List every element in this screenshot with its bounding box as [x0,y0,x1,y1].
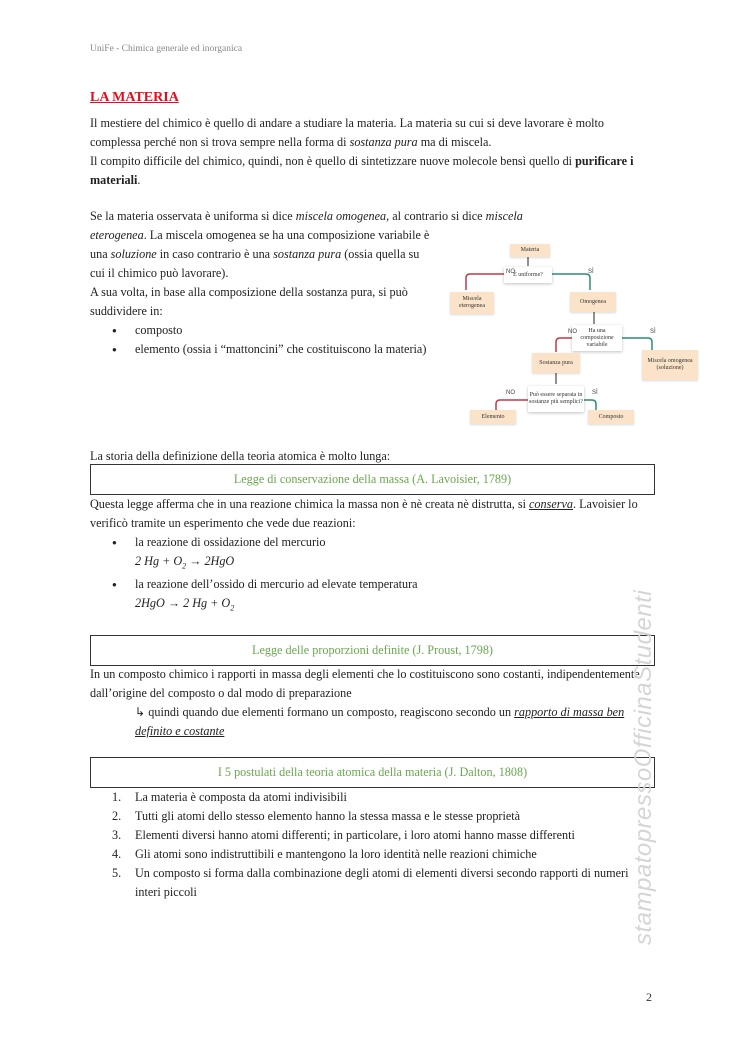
equation-decomposizione: 2HgO → 2 $Hg + O_2$ [135,596,235,613]
label-si: SÌ [588,269,594,275]
emphasis-rapporto: rapporto di massa ben definito e costante [135,705,625,738]
label-no: NO [506,390,515,396]
lavoisier-paragraph: Questa legge afferma che in una reazione chimica la massa non è nè creata nè distrutta, si conserva. Lavoisier lo verificò tramite un esperimento che vede due reazioni: ● la reazione di ossidazione del mercurio 2 $Hg + O_2 \to 2HgO$ ● la reazione dell’ossido di mercurio ad elevate temperatura 2HgO → 2 $Hg + O_2$ [90,495,655,618]
suddivisione-text: A sua volta, in base alla composizione della sostanza pura, si può suddividere in: [90,285,408,318]
miscela-line-1: Se la materia osservata è uniforma si dice miscela omogenea, al contrario si dice miscela [90,209,523,223]
label-no: NO [568,329,577,335]
emphasis-conserva: conserva [529,497,574,511]
proust-consequence: ↳ quindi quando due elementi formano un composto, reagiscono secondo un rapporto di massa ben definito e costante [135,705,625,738]
dalton-heading-box: I 5 postulati della teoria atomica della materia (J. Dalton, 1808) [90,757,655,788]
reactions-list-2 [90,575,655,594]
sostanza-pura-list [90,321,435,359]
node-omogenea: Omogenea [570,292,616,312]
label-no: NO [506,269,515,275]
list-item: 4. Gli atomi sono indistruttibili e mantengono la loro identità nelle reazioni chimiche [112,847,537,861]
node-separabile: Può essere separata in sostanze più semplici? [528,386,584,412]
list-item: ● composto [90,321,435,340]
postulates-list [90,788,655,902]
label-si: SÌ [650,329,656,335]
label-si: SÌ [592,390,598,396]
node-composto: Composto [588,410,634,424]
list-item: 5. Un composto si forma dalla combinazione degli atomi di elementi diversi secondo rapporti di numeri interi piccoli [112,866,629,899]
emphasis-sostanza-pura: sostanza pura [349,135,418,149]
node-miscela-eterogenea: Miscela eterogenea [450,292,494,314]
list-item: 2. Tutti gli atomi dello stesso elemento hanno la stessa massa e le stesse proprietà [112,809,521,823]
no-arrow-eterogenea [466,274,504,290]
list-item: 3. Elementi diversi hanno atomi differenti; in particolare, i loro atomi hanno masse differenti [112,828,575,842]
dalton-postulates [90,788,655,902]
storia-intro: La storia della definizione della teoria atomica è molto lunga: [90,449,391,463]
no-arrow-sostanza-pura [556,338,572,352]
intro-paragraph-2: Il compito difficile del chimico, quindi, non è quello di sintetizzare nuove molecole bensì quello di purificare i materiali. [90,154,634,187]
miscela-paragraph: eterogenea. La miscela omogenea se ha una composizione variabile è una soluzione in caso contrario è una sostanza pura (ossia quella su cui il chimico può lavorare). A sua volta, in base alla composizione della sostanza pura, si può suddividere in: ● composto ● elemento (ossia i “mattoncini” che costituiscono la materia) [90,226,435,359]
running-header: UniFe - Chimica generale ed inorganica [90,44,243,54]
page-number: 2 [646,990,652,1004]
materia-flowchart [459,240,702,430]
node-uniforme: È uniforme? [504,267,552,283]
lavoisier-heading-box: Legge di conservazione della massa (A. Lavoisier, 1789) [90,464,655,495]
section-title: LA MATERIA [90,90,179,105]
list-item: ● la reazione dell’ossido di mercurio ad elevate temperatura [90,575,655,594]
equation-ossidazione: 2 $Hg + O_2 \to 2HgO$ [135,554,235,571]
reactions-list [90,533,655,552]
node-materia: Materia [510,244,550,257]
proust-paragraph: In un composto chimico i rapporti in massa degli elementi che lo costituiscono sono costanti, indipendentemente dall’origine del composto o dal modo di preparazione ↳ quindi quando due elementi formano un composto, reagiscono secondo un rapporto di massa ben definito e costante [90,665,655,741]
list-item: ● elemento (ossia i “mattoncini” che costituiscono la materia) [90,340,435,359]
proust-heading-box: Legge delle proporzioni definite (J. Proust, 1798) [90,635,655,666]
node-elemento: Elemento [470,410,516,424]
intro-paragraph-1: Il mestiere del chimico è quello di andare a studiare la materia. La materia su cui si deve lavorare è molto complessa perché non si trova sempre nella forma di sostanza pura ma di miscela. [90,116,605,149]
node-sostanza-pura: Sostanza pura [532,353,580,373]
list-item: ● la reazione di ossidazione del mercurio [90,533,655,552]
emphasis-purificare: purificare i materiali [90,154,634,187]
list-item: 1. La materia è composta da atomi indivisibili [112,790,347,804]
watermark: stampatopressoOfficinaStudenti [630,589,657,945]
node-miscela-omogenea-soluzione: Miscela omogenea (soluzione) [642,350,698,380]
si-arrow-omogenea [552,274,590,290]
node-composizione-variabile: Ha una composizione variabile [572,325,622,351]
